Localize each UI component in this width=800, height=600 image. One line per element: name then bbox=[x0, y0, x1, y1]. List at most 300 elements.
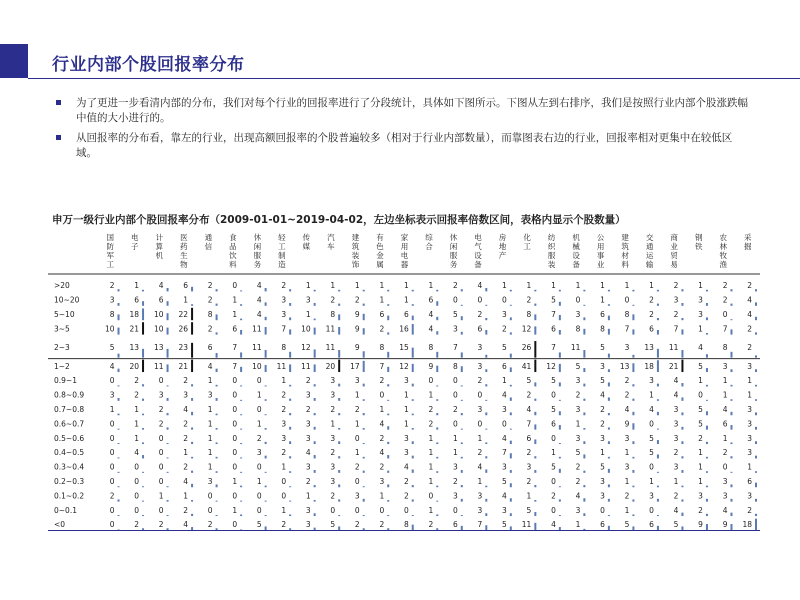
count-bar bbox=[289, 303, 291, 306]
count-bar bbox=[755, 289, 757, 291]
count-bar bbox=[265, 365, 267, 372]
cell-value: 0 bbox=[109, 520, 115, 530]
count-bar bbox=[632, 486, 634, 488]
cell-value: 1 bbox=[232, 505, 238, 515]
cell-value: 3 bbox=[722, 477, 728, 487]
count-bar bbox=[118, 385, 120, 386]
cell-value: 1 bbox=[428, 448, 434, 458]
cell-value: 0 bbox=[158, 477, 164, 487]
count-bar bbox=[191, 360, 193, 372]
cell-value: 4 bbox=[722, 405, 728, 415]
cell-value: 4 bbox=[698, 343, 703, 353]
count-bar bbox=[216, 369, 218, 372]
count-bar bbox=[216, 398, 218, 401]
count-bar bbox=[559, 364, 561, 372]
count-bar bbox=[632, 384, 634, 386]
count-bar bbox=[142, 399, 144, 401]
count-bar bbox=[118, 486, 120, 487]
count-bar bbox=[608, 369, 610, 372]
count-bar bbox=[632, 412, 634, 415]
cell-value: 1 bbox=[232, 295, 238, 305]
cell-value: 1 bbox=[354, 390, 360, 400]
cell-value: 3 bbox=[403, 448, 409, 458]
industry-header: 轻工制造 bbox=[278, 233, 286, 269]
cell-value: 0 bbox=[649, 505, 654, 515]
cell-value: 1 bbox=[649, 390, 654, 400]
count-bar bbox=[338, 290, 340, 292]
count-bar bbox=[314, 303, 316, 306]
count-bar bbox=[510, 441, 512, 444]
cell-value: 0 bbox=[109, 477, 115, 487]
cell-value: 7 bbox=[551, 310, 556, 319]
cell-value: 6 bbox=[747, 477, 752, 487]
count-bar bbox=[216, 501, 218, 502]
count-bar bbox=[363, 304, 365, 306]
cell-value: 2 bbox=[673, 448, 679, 458]
cell-value: 3 bbox=[673, 433, 679, 443]
count-bar bbox=[608, 484, 610, 487]
count-bar bbox=[534, 382, 536, 386]
count-bar bbox=[436, 413, 438, 415]
count-bar bbox=[338, 441, 340, 444]
count-bar bbox=[559, 352, 561, 357]
count-bar bbox=[167, 486, 169, 487]
cell-value: 1 bbox=[158, 491, 164, 501]
row-label: 0.1~0.2 bbox=[54, 491, 85, 501]
count-bar bbox=[412, 428, 414, 430]
cell-value: 0 bbox=[232, 419, 238, 429]
cell-value: 2 bbox=[624, 491, 630, 501]
cell-value: 2 bbox=[502, 324, 507, 334]
cell-value: 0 bbox=[232, 433, 238, 443]
count-bar bbox=[265, 302, 267, 305]
count-bar bbox=[314, 398, 316, 401]
industry-header: 汽车 bbox=[327, 233, 335, 251]
cell-value: 1 bbox=[428, 433, 434, 443]
count-bar bbox=[755, 499, 757, 502]
count-bar bbox=[363, 499, 365, 502]
count-bar bbox=[338, 314, 340, 320]
cell-value: 0 bbox=[722, 310, 728, 319]
count-bar bbox=[289, 413, 291, 415]
distribution-table bbox=[48, 232, 760, 530]
count-bar bbox=[730, 456, 732, 458]
count-bar bbox=[608, 397, 610, 400]
row-label: 0.9~1 bbox=[54, 376, 77, 386]
cell-value: 3 bbox=[502, 310, 507, 319]
count-bar bbox=[559, 330, 561, 335]
count-bar bbox=[363, 457, 365, 459]
cell-value: 2 bbox=[747, 343, 752, 353]
cell-value: 1 bbox=[330, 281, 336, 291]
count-bar bbox=[632, 363, 634, 372]
cell-value: 0 bbox=[452, 376, 458, 386]
count-bar bbox=[632, 423, 634, 429]
count-bar bbox=[314, 485, 316, 487]
count-bar bbox=[485, 513, 487, 516]
cell-value: 4 bbox=[305, 448, 311, 458]
cell-value: 0 bbox=[256, 505, 262, 515]
count-bar bbox=[436, 385, 438, 386]
count-bar bbox=[265, 399, 267, 401]
count-bar bbox=[240, 367, 242, 372]
cell-value: 0 bbox=[477, 295, 483, 305]
cell-value: 5 bbox=[673, 520, 679, 530]
cell-value: 0 bbox=[232, 281, 238, 291]
count-bar bbox=[240, 429, 242, 430]
cell-value: 11 bbox=[301, 361, 311, 371]
cell-value: 2 bbox=[183, 419, 189, 429]
cell-value: 8 bbox=[403, 520, 409, 530]
count-bar bbox=[755, 471, 757, 473]
cell-value: 3 bbox=[183, 390, 189, 400]
cell-value: 13 bbox=[154, 343, 164, 353]
count-bar bbox=[412, 414, 414, 416]
count-bar bbox=[265, 414, 267, 415]
cell-value: 3 bbox=[673, 295, 679, 305]
count-bar bbox=[583, 454, 585, 458]
count-bar bbox=[681, 383, 683, 386]
cell-value: 11 bbox=[668, 343, 679, 353]
table-caption: 申万一级行业内部个股回报率分布（2009-01-01~2019-04-02，左边坐标表示回报率倍数区间，表格内显示个股数量） bbox=[52, 214, 626, 226]
count-bar bbox=[583, 317, 585, 320]
cell-value: 1 bbox=[305, 310, 311, 319]
count-bar bbox=[118, 499, 120, 501]
cell-value: 6 bbox=[452, 520, 458, 530]
cell-value: 0 bbox=[551, 505, 556, 515]
cell-value: 12 bbox=[301, 343, 311, 353]
cell-value: 1 bbox=[281, 376, 287, 386]
cell-value: 1 bbox=[624, 281, 630, 291]
cell-value: 26 bbox=[178, 324, 189, 334]
cell-value: 4 bbox=[526, 405, 532, 415]
cell-value: 1 bbox=[624, 477, 630, 487]
count-bar bbox=[461, 429, 463, 430]
count-bar bbox=[265, 385, 267, 386]
cell-value: 5 bbox=[600, 343, 605, 353]
count-bar bbox=[167, 398, 169, 401]
cell-value: 1 bbox=[183, 491, 189, 501]
cell-value: 4 bbox=[183, 405, 189, 415]
row-label: 3~5 bbox=[54, 324, 70, 334]
cell-value: 11 bbox=[276, 361, 287, 371]
count-bar bbox=[632, 314, 634, 320]
count-bar bbox=[461, 413, 463, 415]
count-bar bbox=[706, 499, 708, 502]
count-bar bbox=[559, 469, 561, 473]
cell-value: 0 bbox=[232, 462, 238, 472]
count-bar bbox=[583, 513, 585, 516]
cell-value: 18 bbox=[129, 310, 140, 319]
cell-value: 2 bbox=[452, 281, 458, 291]
cell-value: 18 bbox=[644, 361, 654, 371]
cell-value: 2 bbox=[281, 405, 287, 415]
cell-value: 4 bbox=[134, 448, 140, 458]
cell-value: 7 bbox=[232, 343, 238, 353]
cell-value: 1 bbox=[452, 448, 458, 458]
count-bar bbox=[363, 486, 365, 487]
count-bar bbox=[608, 499, 610, 502]
industry-header: 电气设备 bbox=[474, 233, 482, 269]
cell-value: 13 bbox=[619, 361, 630, 371]
count-bar bbox=[706, 368, 708, 372]
bullet-square-icon bbox=[56, 135, 61, 140]
cell-value: 11 bbox=[154, 361, 164, 371]
cell-value: 0 bbox=[354, 477, 360, 487]
cell-value: 2 bbox=[305, 376, 311, 386]
cell-value: 3 bbox=[747, 419, 752, 429]
count-bar bbox=[142, 290, 144, 292]
industry-header: 电子 bbox=[131, 233, 139, 251]
cell-value: 3 bbox=[747, 361, 752, 371]
count-bar bbox=[681, 318, 683, 320]
count-bar bbox=[485, 355, 487, 358]
count-bar bbox=[142, 515, 144, 516]
cell-value: 0 bbox=[502, 419, 507, 429]
count-bar bbox=[657, 290, 659, 292]
cell-value: 10 bbox=[154, 324, 164, 334]
cell-value: 0 bbox=[403, 505, 409, 515]
cell-value: 21 bbox=[178, 361, 189, 371]
count-bar bbox=[118, 314, 120, 320]
cell-value: 3 bbox=[305, 462, 311, 472]
count-bar bbox=[657, 384, 659, 387]
count-bar bbox=[730, 385, 732, 387]
cell-value: 10 bbox=[252, 361, 262, 371]
cell-value: 1 bbox=[698, 376, 703, 386]
industry-header: 纺织服装 bbox=[547, 233, 556, 269]
count-bar bbox=[289, 289, 291, 291]
count-bar bbox=[608, 515, 610, 516]
count-bar bbox=[510, 367, 512, 372]
cell-value: 12 bbox=[399, 361, 409, 371]
cell-value: 6 bbox=[551, 419, 556, 429]
count-bar bbox=[436, 290, 438, 292]
cell-value: 3 bbox=[281, 433, 287, 443]
count-bar bbox=[461, 305, 463, 306]
cell-value: 1 bbox=[379, 281, 385, 291]
cell-value: 3 bbox=[747, 448, 752, 458]
count-bar bbox=[265, 501, 267, 502]
cell-value: 2 bbox=[428, 419, 434, 429]
cell-value: 1 bbox=[256, 419, 262, 429]
cell-value: 0 bbox=[281, 491, 287, 501]
cell-value: 3 bbox=[649, 376, 654, 386]
count-bar bbox=[559, 382, 561, 386]
cell-value: 11 bbox=[521, 520, 532, 530]
cell-value: 3 bbox=[747, 491, 752, 501]
count-bar bbox=[657, 454, 659, 458]
cell-value: 8 bbox=[722, 343, 728, 353]
cell-value: 3 bbox=[109, 295, 115, 305]
cell-value: 8 bbox=[428, 343, 434, 353]
cell-value: 3 bbox=[477, 343, 483, 353]
count-bar bbox=[191, 442, 193, 444]
count-bar bbox=[338, 304, 340, 306]
count-bar bbox=[632, 499, 634, 501]
count-bar bbox=[755, 369, 757, 372]
cell-value: 4 bbox=[747, 310, 752, 319]
count-bar bbox=[510, 354, 512, 358]
count-bar bbox=[191, 427, 193, 429]
cell-value: 1 bbox=[183, 448, 189, 458]
industry-header: 化工 bbox=[523, 233, 531, 251]
cell-value: 1 bbox=[183, 295, 189, 305]
count-bar bbox=[167, 385, 169, 386]
count-bar bbox=[681, 329, 683, 334]
count-bar bbox=[216, 353, 218, 358]
count-bar bbox=[191, 343, 193, 358]
cell-value: 0 bbox=[379, 505, 385, 515]
industry-header: 传媒 bbox=[302, 233, 311, 251]
row-label: 0~0.1 bbox=[54, 505, 77, 515]
cell-value: 1 bbox=[207, 433, 213, 443]
cell-value: 4 bbox=[673, 505, 679, 515]
cell-value: 4 bbox=[600, 390, 605, 400]
cell-value: 2 bbox=[354, 520, 360, 530]
count-bar bbox=[632, 399, 634, 401]
count-bar bbox=[363, 399, 365, 401]
cell-value: 3 bbox=[207, 390, 213, 400]
cell-value: 0 bbox=[109, 376, 115, 386]
cell-value: 6 bbox=[232, 324, 238, 334]
cell-value: 23 bbox=[178, 343, 189, 353]
cell-value: 3 bbox=[747, 405, 752, 415]
cell-value: 12 bbox=[521, 324, 532, 334]
count-bar bbox=[118, 443, 120, 444]
count-bar bbox=[681, 289, 683, 291]
count-bar bbox=[657, 318, 659, 320]
count-bar bbox=[265, 428, 267, 430]
count-bar bbox=[534, 360, 536, 372]
cell-value: 7 bbox=[624, 324, 630, 334]
count-bar bbox=[608, 316, 610, 321]
count-bar bbox=[657, 330, 659, 335]
cell-value: 2 bbox=[183, 505, 189, 515]
bullet-text: 为了更进一步看清内部的分布，我们对每个行业的回报率进行了分段统计，具体如下图所示。下图从左到右排序，我们是按照行业内部个股涨跌幅中值的大小进行的。 bbox=[76, 97, 748, 124]
cell-value: 0 bbox=[134, 491, 140, 501]
count-bar bbox=[265, 317, 267, 320]
count-bar bbox=[118, 429, 120, 430]
count-bar bbox=[314, 328, 316, 335]
count-bar bbox=[583, 368, 585, 372]
count-bar bbox=[412, 399, 414, 401]
cell-value: 2 bbox=[452, 477, 458, 487]
count-bar bbox=[608, 413, 610, 415]
count-bar bbox=[436, 317, 438, 320]
cell-value: 1 bbox=[207, 376, 213, 386]
count-bar bbox=[485, 288, 487, 291]
cell-value: 4 bbox=[256, 295, 262, 305]
count-bar bbox=[706, 317, 708, 320]
bullet-square-icon bbox=[56, 100, 61, 105]
cell-value: 0 bbox=[624, 295, 630, 305]
cell-value: 2 bbox=[673, 491, 679, 501]
cell-value: 2 bbox=[747, 324, 752, 334]
cell-value: 1 bbox=[330, 419, 336, 429]
count-bar bbox=[142, 360, 144, 372]
cell-value: 2 bbox=[575, 462, 581, 472]
cell-value: 2 bbox=[379, 462, 385, 472]
cell-value: 0 bbox=[207, 491, 213, 501]
count-bar bbox=[559, 411, 561, 415]
industry-header: 公用事业 bbox=[596, 233, 605, 269]
count-bar bbox=[118, 369, 120, 372]
count-bar bbox=[706, 411, 708, 415]
count-bar bbox=[412, 499, 414, 501]
cell-value: 8 bbox=[330, 310, 336, 319]
count-bar bbox=[706, 457, 708, 459]
cell-value: 2 bbox=[428, 520, 434, 530]
cell-value: 3 bbox=[305, 419, 311, 429]
cell-value: 1 bbox=[747, 462, 752, 472]
count-bar bbox=[730, 289, 732, 291]
cell-value: 2 bbox=[379, 520, 385, 530]
count-bar bbox=[118, 515, 120, 516]
cell-value: 1 bbox=[698, 462, 703, 472]
count-bar bbox=[216, 484, 218, 487]
count-bar bbox=[730, 442, 732, 444]
cell-value: 3 bbox=[330, 477, 336, 487]
count-bar bbox=[681, 412, 683, 415]
cell-value: 3 bbox=[354, 376, 360, 386]
cell-value: 0 bbox=[232, 405, 238, 415]
count-bar bbox=[559, 315, 561, 320]
cell-value: 1 bbox=[747, 376, 752, 386]
count-bar bbox=[755, 412, 757, 415]
count-bar bbox=[510, 317, 512, 320]
cell-value: 1 bbox=[428, 390, 434, 400]
count-bar bbox=[338, 456, 340, 458]
count-bar bbox=[167, 313, 169, 320]
cell-value: 6 bbox=[649, 520, 654, 530]
count-bar bbox=[314, 319, 316, 321]
cell-value: 2 bbox=[207, 295, 213, 305]
count-bar bbox=[510, 385, 512, 387]
cell-value: 0 bbox=[649, 462, 654, 472]
count-bar bbox=[583, 441, 585, 444]
cell-value: 0 bbox=[575, 295, 581, 305]
cell-value: 8 bbox=[575, 324, 581, 334]
cell-value: 6 bbox=[600, 520, 605, 530]
count-bar bbox=[240, 304, 242, 306]
count-bar bbox=[265, 456, 267, 459]
cell-value: 3 bbox=[600, 491, 605, 501]
cell-value: 3 bbox=[649, 491, 654, 501]
row-label: >20 bbox=[54, 281, 70, 291]
count-bar bbox=[216, 289, 218, 291]
cell-value: 1 bbox=[502, 376, 507, 386]
count-bar bbox=[216, 304, 218, 306]
count-bar bbox=[485, 499, 487, 502]
cell-value: 1 bbox=[403, 405, 409, 415]
count-bar bbox=[142, 442, 144, 444]
count-bar bbox=[412, 515, 414, 516]
cell-value: 4 bbox=[673, 376, 679, 386]
count-bar bbox=[387, 442, 389, 444]
cell-value: 1 bbox=[428, 281, 434, 291]
cell-value: 11 bbox=[252, 324, 262, 334]
cell-value: 4 bbox=[428, 324, 434, 334]
cell-value: 5 bbox=[575, 361, 581, 371]
count-bar bbox=[510, 290, 512, 292]
count-bar bbox=[730, 412, 732, 415]
cell-value: 1 bbox=[698, 448, 703, 458]
count-bar bbox=[485, 429, 487, 430]
count-bar bbox=[167, 457, 169, 458]
cell-value: 4 bbox=[109, 361, 115, 371]
cell-value: 2 bbox=[403, 477, 409, 487]
